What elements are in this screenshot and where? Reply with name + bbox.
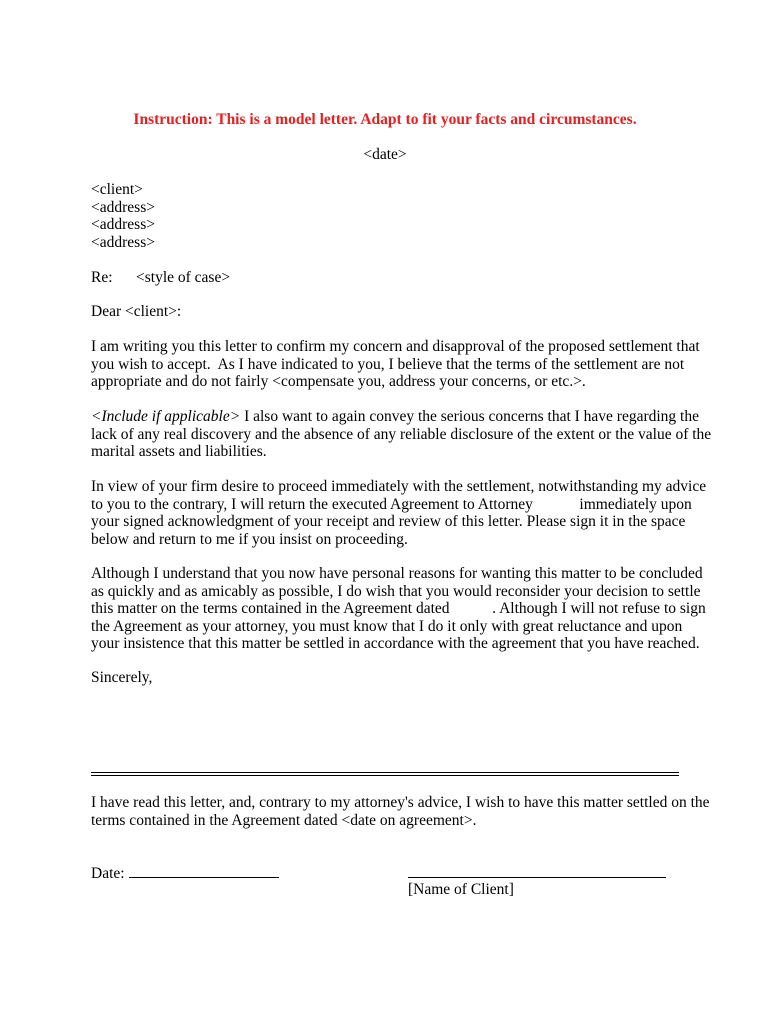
re-label: Re: <box>91 269 113 286</box>
instruction-note: Instruction: This is a model letter. Adapt to fit your facts and circumstances. <box>133 111 637 128</box>
client-signature-line <box>408 877 666 878</box>
paragraph-3-line-1: In view of your firm desire to proceed immediately with the settlement, notwithstanding my advice <box>91 478 707 495</box>
paragraph-4-line-5: your insistence that this matter be settled in accordance with the agreement that you have reached. <box>91 635 700 652</box>
acknowledgment-line-1: I have read this letter, and, contrary to my attorney's advice, I wish to have this matter settled on the <box>91 794 710 811</box>
paragraph-3-line-3: your signed acknowledgment of your receipt and review of this letter. Please sign it in the space <box>91 513 686 530</box>
re-text: <style of case> <box>136 269 231 286</box>
paragraph-4-line-2: as quickly and as amicably as possible, I do wish that you would reconsider your decision to settle <box>91 582 701 600</box>
paragraph-4 <box>91 565 706 653</box>
paragraph-2-line-3: marital assets and liabilities. <box>91 443 267 460</box>
recipient-client: <client> <box>91 181 143 198</box>
paragraph-3 <box>91 478 707 548</box>
salutation: Dear <client>: <box>91 303 182 320</box>
double-rule-divider <box>91 772 679 776</box>
acknowledgment-paragraph <box>91 794 710 829</box>
re-line <box>91 269 230 287</box>
paragraph-2 <box>91 408 712 461</box>
recipient-address-1: <address> <box>91 198 155 216</box>
client-name-label: [Name of Client] <box>408 881 514 898</box>
date-label: Date: <box>91 865 125 882</box>
paragraph-3-line-2: to you to the contrary, I will return the executed Agreement to Attorney immediately upon <box>91 495 692 513</box>
date-blank-line <box>129 864 279 878</box>
paragraph-4-line-4: the Agreement as your attorney, you must know that I do it only with great reluctance and upon <box>91 617 683 635</box>
include-if-applicable-note: <Include if applicable> <box>91 408 241 425</box>
closing: Sincerely, <box>91 669 153 686</box>
recipient-block <box>91 181 155 251</box>
paragraph-1-line-3: appropriate and do not fairly <compensate you, address your concerns, or etc.>. <box>91 373 586 390</box>
paragraph-4-line-3: this matter on the terms contained in the Agreement dated . Although I will not refuse to sign <box>91 600 706 617</box>
recipient-address-2: <address> <box>91 216 155 233</box>
paragraph-2-line-2: lack of any real discovery and the absence of any reliable disclosure of the extent or the value of the <box>91 425 712 443</box>
paragraph-1-line-1: I am writing you this letter to confirm my concern and disapproval of the proposed settlement that <box>91 338 700 355</box>
paragraph-1 <box>91 338 700 391</box>
paragraph-1-line-2: you wish to accept. As I have indicated to you, I believe that the terms of the settlement are not <box>91 355 685 373</box>
paragraph-4-line-1: Although I understand that you now have personal reasons for wanting this matter to be concluded <box>91 565 703 582</box>
letter-date: <date> <box>363 146 407 163</box>
acknowledgment-line-2: terms contained in the Agreement dated <date on agreement>. <box>91 811 477 829</box>
paragraph-3-line-4: below and return to me if you insist on proceeding. <box>91 530 408 548</box>
recipient-address-3: <address> <box>91 233 155 251</box>
paragraph-2-line-1: <Include if applicable> I also want to again convey the serious concerns that I have regarding the <box>91 408 699 425</box>
date-signature-field <box>91 864 279 883</box>
